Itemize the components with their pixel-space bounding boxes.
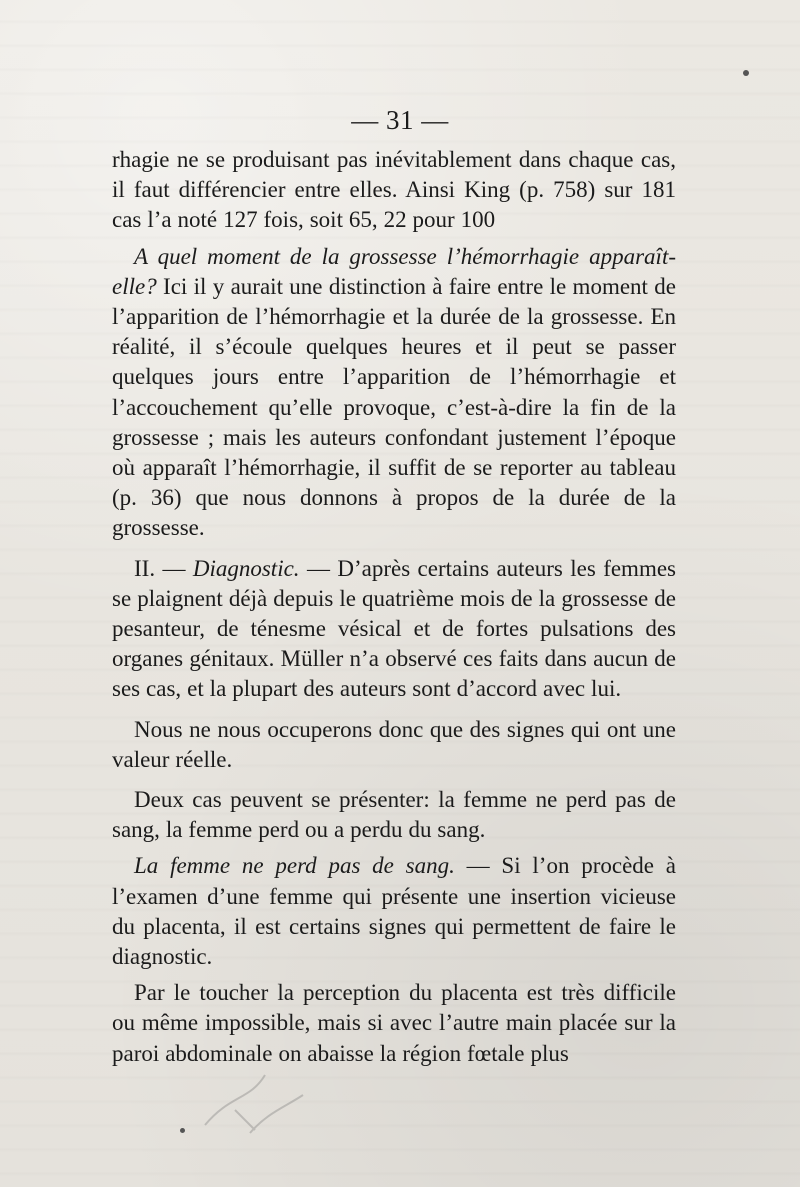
text-run: — Si l’on procède à l’examen d’une femme qui présente une insertion vicieuse du placenta, il est certains signes qui permettent de faire le diagnostic. [112,853,676,970]
ink-speck [743,70,749,76]
italic-run: A quel moment de la grossesse l’hémorrhagie apparaît-elle? [112,243,676,299]
ink-speck [180,1128,185,1133]
text-run: Deux cas peuvent se présenter: la femme ne perd pas de sang, la femme perd ou a perdu du sang. [112,787,676,843]
paragraph-1 [112,145,676,236]
pencil-mark [195,1055,315,1145]
paragraph-6 [112,851,676,972]
page-number: — 31 — [351,105,449,135]
paragraph-4 [112,715,676,775]
paragraph-2 [112,242,676,544]
text-run: rhagie ne se produisant pas inévitablement dans chaque cas, il faut différencier entre elles. Ainsi King (p. 758) sur 181 cas l’a noté 127 fois, soit 65, 22 pour 100 [112,147,676,233]
italic-run: La femme ne perd pas de sang. [134,853,455,879]
italic-run: Diagnostic. [192,555,300,581]
text-run: II. — [134,555,193,581]
paragraph-3 [112,554,676,705]
text-run: Ici il y aurait une distinction à faire entre le moment de l’apparition de l’hémorrhagie et la durée de la grossesse. En réalité, il s’écoule quelques heures et il peut se passer quelques jours entre l’apparition de l’hémorrhagie et l’accouchement qu’elle provoque, c’est-à-dire la fin de la grossesse ; mais les auteurs confondant justement l’époque où apparaît l’hémorrhagie, il suffit de se reporter au tableau (p. 36) que nous donnons à propos de la durée de la grossesse. [112,273,676,541]
paragraph-5 [112,785,676,845]
body-text [112,145,676,1069]
text-run: Nous ne nous occuperons donc que des signes qui ont une valeur réelle. [112,716,676,772]
text-run: — D’après certains auteurs les femmes se plaignent déjà depuis le quatrième mois de la grossesse de pesanteur, de ténesme vésical et de fortes pulsations des organes génitaux. Müller n’a observé ces faits dans aucun de ses cas, et la plupart des auteurs sont d’accord avec lui. [112,555,676,702]
text-run: Par le toucher la perception du placenta est très difficile ou même impossible, mais si avec l’autre main placée sur la paroi abdominale on abaisse la région fœtale plus [112,980,676,1066]
